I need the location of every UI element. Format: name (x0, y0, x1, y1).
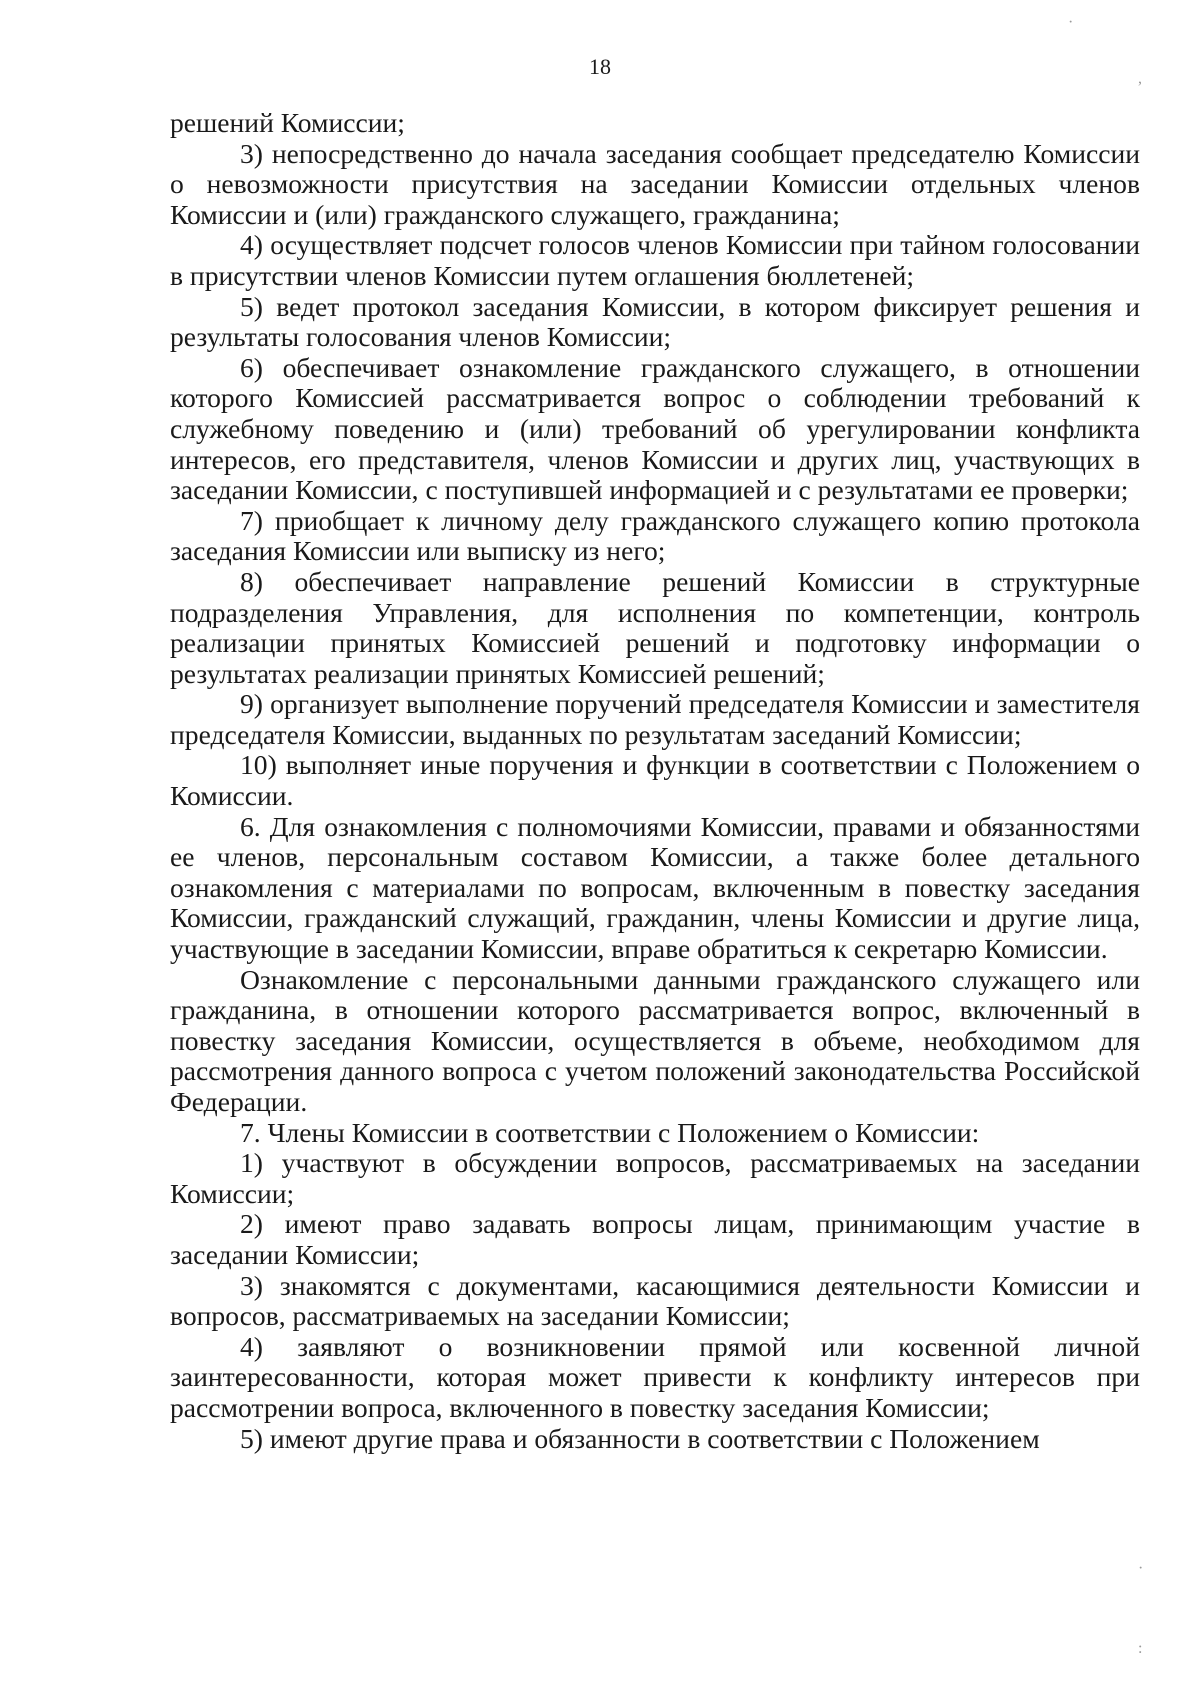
paragraph-item-8: 8) обеспечивает направление решений Комиссии в структурные подразделения Управления, для исполнения по компетенции, контроль реализации принятых Комиссией решений и подготовку информации о результатах реализации принятых Комиссией решений; (170, 565, 1140, 689)
page-number: 18 (589, 54, 611, 79)
paragraph-members-item-5: 5) имеют другие права и обязанности в соответствии с Положением (240, 1422, 1040, 1454)
paragraph-item-6: 6) обеспечивает ознакомление гражданского служащего, в отношении которого Комиссией рассматривается вопрос о соблюдении требований к служебному поведению и (или) требований об урегулировании конфликта интересов, его представителя, членов Комиссии и других лиц, участвующих в заседании Комиссии, с поступившей информацией и с результатами ее проверки; (170, 351, 1140, 506)
paragraph-item-10: 10) выполняет иные поручения и функции в соответствии с Положением о Комиссии. (170, 749, 1140, 812)
paragraph-members-item-3: 3) знакомятся с документами, касающимися деятельности Комиссии и вопросов, рассматриваемых на заседании Комиссии; (170, 1269, 1140, 1332)
scan-speck: · (1068, 14, 1074, 31)
paragraph-item-5: 5) ведет протокол заседания Комиссии, в котором фиксирует решения и результаты голосования членов Комиссии; (170, 290, 1140, 353)
paragraph-members-item-2: 2) имеют право задавать вопросы лицам, принимающим участие в заседании Комиссии; (170, 1208, 1140, 1270)
paragraph-continuation: решений Комиссии; (170, 107, 405, 138)
scan-speck: : (1138, 1640, 1143, 1657)
paragraph-item-3: 3) непосредственно до начала заседания сообщает председателю Комиссии о невозможности присутствия на заседании Комиссии отдельных членов Комиссии и (или) гражданского служащего, гражданина; (170, 137, 1140, 230)
scan-speck: , (1138, 70, 1142, 87)
scan-speck: · (1138, 1560, 1144, 1577)
paragraph-item-7: 7) приобщает к личному делу гражданского служащего копию протокола заседания Комиссии или выписку из него; (170, 504, 1140, 567)
paragraph-section-6: 6. Для ознакомления с полномочиями Комиссии, правами и обязанностями ее членов, персональным составом Комиссии, а также более детального ознакомления с материалами по вопросам, включенным в повестку заседания Комиссии, гражданский служащий, гражданин, члены Комиссии и другие лица, участвующие в заседании Комиссии, вправе обратиться к секретарю Комиссии. (170, 810, 1140, 965)
paragraph-item-4: 4) осуществляет подсчет голосов членов Комиссии при тайном голосовании в присутствии членов Комиссии путем оглашения бюллетеней; (170, 229, 1140, 291)
paragraph-section-7: 7. Члены Комиссии в соответствии с Положением о Комиссии: (240, 1116, 980, 1148)
paragraph-personal-data: Ознакомление с персональными данными гражданского служащего или гражданина, в отношении которого рассматривается вопрос, включенный в повестку заседания Комиссии, осуществляется в объеме, необходимом для рассмотрения данного вопроса с учетом положений законодательства Российской Федерации. (170, 963, 1140, 1117)
paragraph-members-item-1: 1) участвуют в обсуждении вопросов, рассматриваемых на заседании Комиссии; (170, 1147, 1140, 1209)
document-body (170, 108, 1140, 1454)
paragraph-item-9: 9) организует выполнение поручений председателя Комиссии и заместителя председателя Комиссии, выданных по результатам заседаний Комиссии; (170, 688, 1140, 750)
paragraph-members-item-4: 4) заявляют о возникновении прямой или косвенной личной заинтересованности, которая может привести к конфликту интересов при рассмотрении вопроса, включенного в повестку заседания Комиссии; (170, 1330, 1140, 1423)
